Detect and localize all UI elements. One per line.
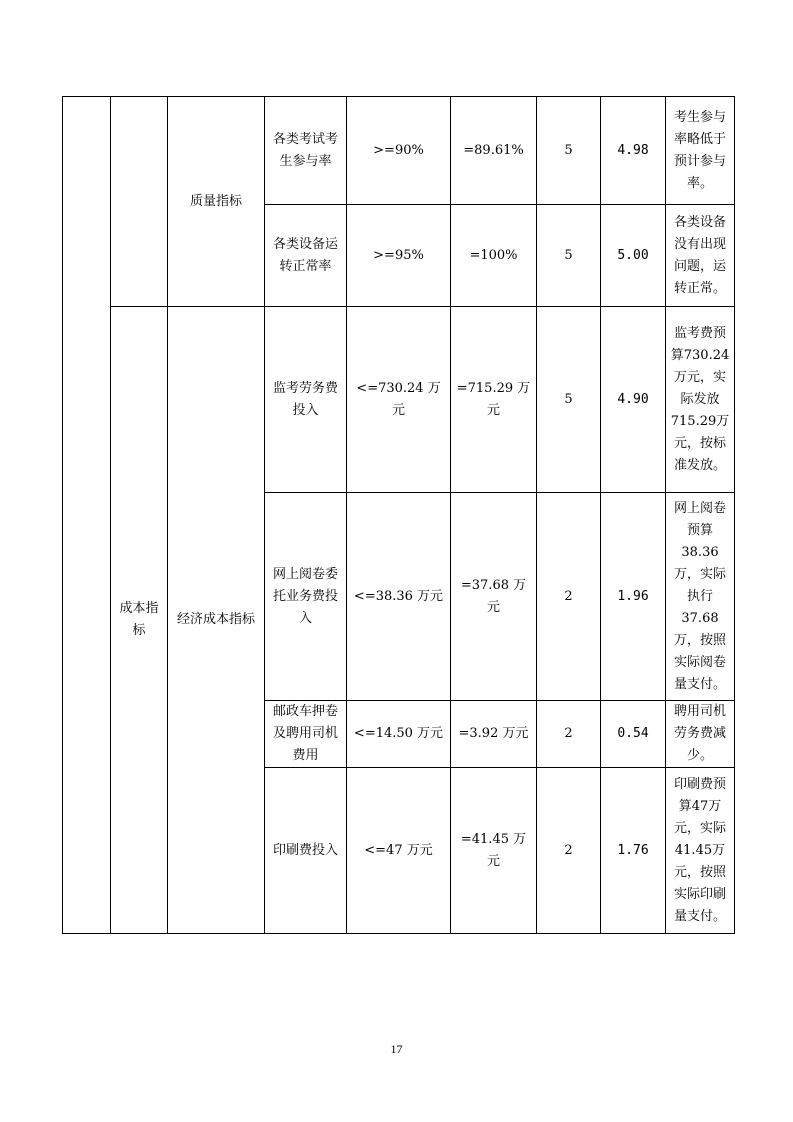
actual-value: =715.29 万元 xyxy=(451,307,537,493)
indicator-name: 各类设备运转正常率 xyxy=(265,205,347,307)
weight-value: 5 xyxy=(537,307,601,493)
note-text: 聘用司机劳务费减少。 xyxy=(666,701,735,768)
indicator-name: 网上阅卷委托业务费投入 xyxy=(265,493,347,701)
subcategory-cell: 经济成本指标 xyxy=(168,307,265,934)
subcategory-cell: 质量指标 xyxy=(168,97,265,307)
outer-category-cell xyxy=(63,97,111,934)
score-value: 5.00 xyxy=(601,205,666,307)
note-text: 监考费预算730.24万元，实际发放715.29万元，按标准发放。 xyxy=(666,307,735,493)
actual-value: =37.68 万元 xyxy=(451,493,537,701)
score-value: 4.98 xyxy=(601,97,666,205)
score-value: 4.90 xyxy=(601,307,666,493)
table-row xyxy=(63,307,735,493)
weight-value: 2 xyxy=(537,493,601,701)
actual-value: =3.92 万元 xyxy=(451,701,537,768)
target-value: <=38.36 万元 xyxy=(347,493,451,701)
weight-value: 2 xyxy=(537,768,601,934)
note-text: 印刷费预算47万元，实际41.45万元，按照实际印刷量支付。 xyxy=(666,768,735,934)
target-value: <=47 万元 xyxy=(347,768,451,934)
table-row xyxy=(63,97,735,205)
note-text: 考生参与率略低于预计参与率。 xyxy=(666,97,735,205)
score-value: 1.76 xyxy=(601,768,666,934)
indicator-name: 各类考试考生参与率 xyxy=(265,97,347,205)
target-value: >=90% xyxy=(347,97,451,205)
actual-value: =89.61% xyxy=(451,97,537,205)
category-cell xyxy=(111,97,168,307)
target-value: >=95% xyxy=(347,205,451,307)
category-cell: 成本指标 xyxy=(111,307,168,934)
page-number: 17 xyxy=(390,1042,403,1056)
indicator-name: 监考劳务费投入 xyxy=(265,307,347,493)
indicator-name: 印刷费投入 xyxy=(265,768,347,934)
score-value: 0.54 xyxy=(601,701,666,768)
actual-value: =100% xyxy=(451,205,537,307)
weight-value: 5 xyxy=(537,97,601,205)
target-value: <=730.24 万元 xyxy=(347,307,451,493)
target-value: <=14.50 万元 xyxy=(347,701,451,768)
note-text: 网上阅卷预算38.36万，实际执行37.68万，按照实际阅卷量支付。 xyxy=(666,493,735,701)
indicator-name: 邮政车押卷及聘用司机费用 xyxy=(265,701,347,768)
note-text: 各类设备没有出现问题，运转正常。 xyxy=(666,205,735,307)
score-value: 1.96 xyxy=(601,493,666,701)
weight-value: 2 xyxy=(537,701,601,768)
weight-value: 5 xyxy=(537,205,601,307)
performance-table xyxy=(62,96,735,934)
actual-value: =41.45 万元 xyxy=(451,768,537,934)
